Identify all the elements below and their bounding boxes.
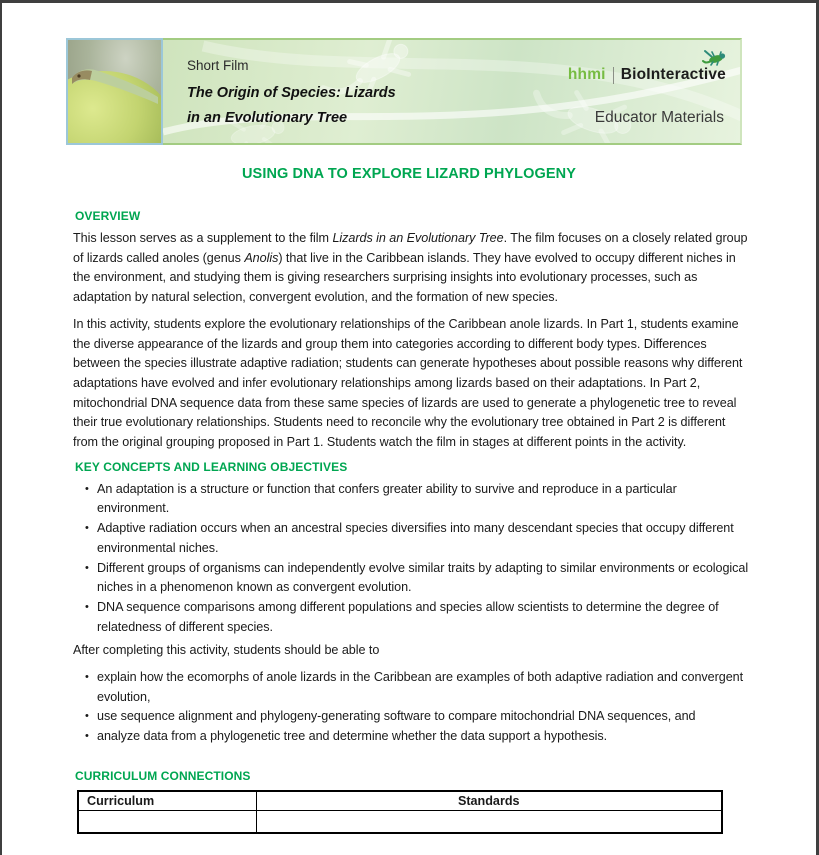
column-header-curriculum: Curriculum bbox=[78, 791, 256, 811]
bullet-glyph: • bbox=[85, 600, 89, 613]
hhmi-biointeractive-logo bbox=[568, 66, 726, 84]
table-header-row bbox=[78, 791, 722, 811]
list-item: • analyze data from a phylogenetic tree and determine whether the data support a hypothesis. bbox=[73, 727, 751, 747]
column-header-standards: Standards bbox=[256, 791, 722, 811]
list-item: • Different groups of organisms can independently evolve similar traits by adapting to similar environments or ecological niches in a phenomenon known as convergent evolution. bbox=[73, 559, 751, 598]
film-info bbox=[187, 58, 396, 131]
logo-divider bbox=[613, 67, 614, 84]
key-concepts-list bbox=[73, 480, 751, 638]
key-concepts-heading: KEY CONCEPTS AND LEARNING OBJECTIVES bbox=[75, 459, 348, 474]
objectives-list bbox=[73, 668, 751, 747]
banner-background bbox=[163, 38, 742, 145]
overview-heading: OVERVIEW bbox=[75, 209, 141, 223]
list-item: • use sequence alignment and phylogeny-generating software to compare mitochondrial DNA sequences, and bbox=[73, 707, 751, 727]
page-title: USING DNA TO EXPLORE LIZARD PHYLOGENY bbox=[241, 166, 576, 182]
genus-italic: Anolis bbox=[244, 250, 279, 265]
document-content bbox=[73, 209, 751, 834]
biointeractive-wordmark: BioInteractive bbox=[620, 66, 726, 83]
bullet-glyph: • bbox=[85, 482, 89, 495]
objectives-intro: After completing this activity, students should be able to bbox=[73, 643, 380, 658]
film-title-italic: Lizards in an Evolutionary Tree bbox=[332, 231, 504, 245]
bullet-glyph: • bbox=[85, 710, 89, 723]
lizard-silhouette bbox=[68, 54, 163, 114]
table-row bbox=[78, 811, 722, 833]
film-title-line1: The Origin of Species: Lizards bbox=[187, 85, 396, 101]
bullet-glyph: • bbox=[85, 561, 89, 574]
list-item: • Adaptive radiation occurs when an ancestral species diversifies into many descendant species that occupy different environmental niches. bbox=[73, 519, 751, 558]
document-type-label: Educator Materials bbox=[594, 109, 724, 126]
curriculum-heading: CURRICULUM CONNECTIONS bbox=[75, 768, 251, 783]
curriculum-table bbox=[77, 790, 723, 834]
anole-lizard-photo bbox=[66, 38, 163, 145]
bullet-glyph: • bbox=[85, 671, 89, 684]
list-item: • An adaptation is a structure or function that confers greater ability to survive and reproduce in a particular environment. bbox=[73, 480, 751, 519]
overview-paragraph-1: This lesson serves as a supplement to the film Lizards in an Evolutionary Tree. The film focuses on a closely related group of lizards called anoles (genus Anolis) that live in the Caribbean islands. They have evolved to occupy different niches in the environment, and studying them is giving researchers surprising insights into evolutionary processes, such as adaptation by natural selection, convergent evolution, and the formation of new species. bbox=[73, 231, 748, 305]
gecko-logo-icon bbox=[702, 48, 728, 66]
bullet-glyph: • bbox=[85, 522, 89, 535]
list-item: • explain how the ecomorphs of anole lizards in the Caribbean are examples of both adaptive radiation and convergent evolution, bbox=[73, 668, 751, 707]
film-kicker: Short Film bbox=[187, 58, 249, 73]
hhmi-wordmark: hhmi bbox=[567, 66, 606, 83]
overview-paragraph-2: In this activity, students explore the evolutionary relationships of the Caribbean anole lizards. In Part 1, students examine the diverse appearance of the lizards and group them into categories according to different body types. Differences between the species illustrate adaptive radiation; students can generate hypotheses about possible reasons why different adaptations have evolved and infer evolutionary relationships among lizards based on their adaptations. In Part 2, mitochondrial DNA sequence data from these same species of lizards are used to generate a phylogenetic tree to reveal their true evolutionary relationships. Students need to reconcile why the evolutionary tree obtained in Part 2 is different from the original grouping proposed in Part 1. Students watch the film in stages at different points in the activity. bbox=[73, 316, 743, 450]
bullet-glyph: • bbox=[85, 730, 89, 743]
header-banner bbox=[66, 38, 742, 145]
list-item: • DNA sequence comparisons among different populations and species allow scientists to determine the degree of relatedness of different species. bbox=[73, 598, 751, 637]
film-title-line2: in an Evolutionary Tree bbox=[187, 110, 348, 126]
table-cell bbox=[256, 811, 722, 833]
table-cell bbox=[78, 811, 256, 833]
curriculum-table-wrap bbox=[77, 790, 751, 834]
